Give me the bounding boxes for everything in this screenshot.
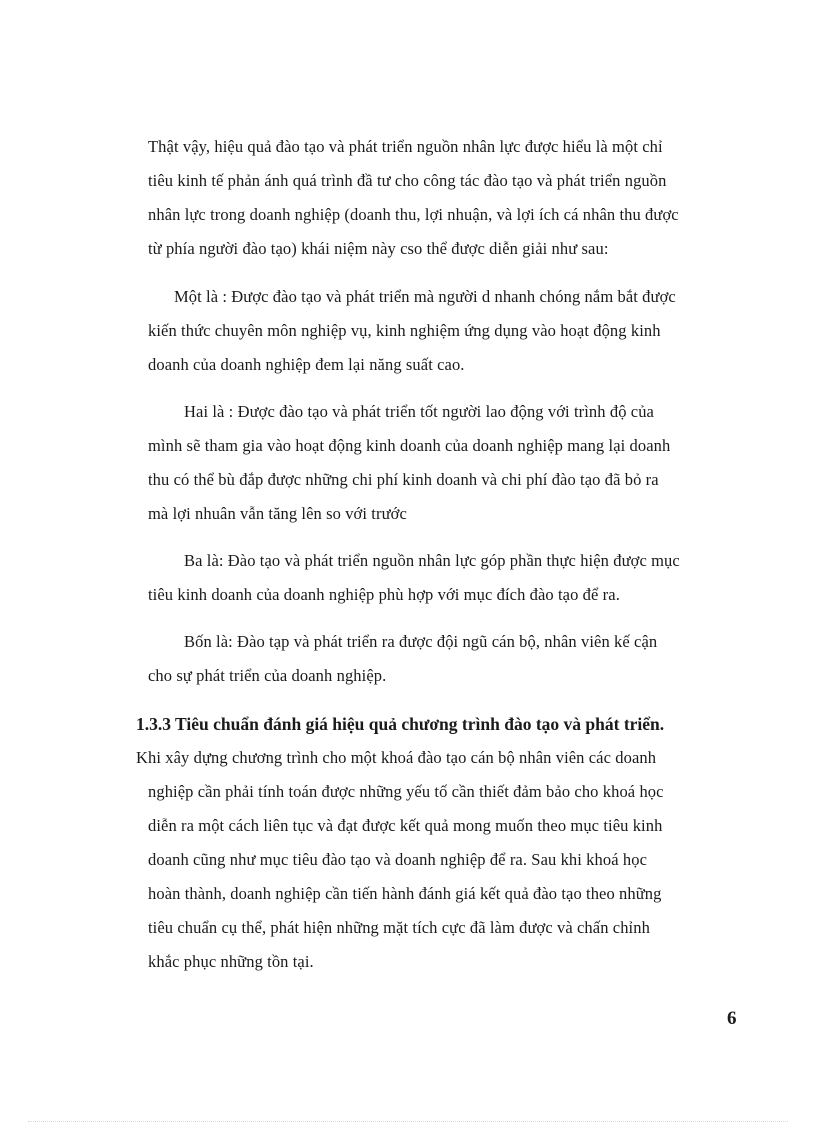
paragraph-line: Thật vậy, hiệu quả đào tạo và phát triển nguồn nhân lực được hiểu là một chỉ <box>148 137 663 156</box>
paragraph-line: mình sẽ tham gia vào hoạt động kinh doanh của doanh nghiệp mang lại doanh <box>148 436 671 455</box>
paragraph-line: Ba là: Đào tạo và phát triển nguồn nhân lực góp phần thực hiện được mục <box>184 551 680 570</box>
paragraph-line: tiêu kinh tế phản ánh quá trình đầ tư cho công tác đào tạo và phát triển nguồn <box>148 171 667 190</box>
paragraph-line: doanh cũng như mục tiêu đào tạo và doanh nghiệp để ra. Sau khi khoá học <box>148 850 647 869</box>
paragraph-line: diễn ra một cách liên tục và đạt được kết quả mong muốn theo mục tiêu kinh <box>148 816 663 835</box>
paragraph-line: tiêu kinh doanh của doanh nghiệp phù hợp với mục đích đào tạo để ra. <box>148 585 620 604</box>
page-number: 6 <box>727 1008 737 1029</box>
section-heading: 1.3.3 Tiêu chuẩn đánh giá hiệu quả chương trình đào tạo và phát triển. <box>136 714 665 734</box>
paragraph-line: tiêu chuẩn cụ thể, phát hiện những mặt tích cực đã làm được và chấn chỉnh <box>148 918 650 937</box>
page-bottom-rule <box>28 1121 788 1122</box>
paragraph-line: doanh của doanh nghiệp đem lại năng suất cao. <box>148 355 465 374</box>
paragraph-line: Một là : Được đào tạo và phát triển mà người d nhanh chóng nắm bắt được <box>174 287 676 306</box>
paragraph-line: thu có thể bù đắp được những chi phí kinh doanh và chi phí đào tạo đã bỏ ra <box>148 470 659 489</box>
paragraph-line: nhân lực trong doanh nghiệp (doanh thu, lợi nhuận, và lợi ích cá nhân thu được <box>148 205 679 224</box>
paragraph-line: hoàn thành, doanh nghiệp cần tiến hành đánh giá kết quả đào tạo theo những <box>148 884 662 903</box>
paragraph-line: nghiệp cần phải tính toán được những yếu tố cần thiết đảm bảo cho khoá học <box>148 782 664 801</box>
paragraph-line: Hai là : Được đào tạo và phát triển tốt người lao động với trình độ của <box>184 402 654 421</box>
paragraph-line: Bốn là: Đào tạp và phát triển ra được đội ngũ cán bộ, nhân viên kế cận <box>184 632 658 651</box>
paragraph-line: Khi xây dựng chương trình cho một khoá đào tạo cán bộ nhân viên các doanh <box>136 748 657 767</box>
paragraph-line: mà lợi nhuân vẫn tăng lên so với trước <box>148 504 407 523</box>
paragraph-line: khắc phục những tồn tại. <box>148 952 314 971</box>
paragraph-line: kiến thức chuyên môn nghiệp vụ, kinh nghiệm ứng dụng vào hoạt động kinh <box>148 321 661 340</box>
paragraph-line: cho sự phát triển của doanh nghiệp. <box>148 666 387 685</box>
paragraph-line: từ phía người đào tạo) khái niệm này cso thể được diễn giải như sau: <box>148 239 609 258</box>
